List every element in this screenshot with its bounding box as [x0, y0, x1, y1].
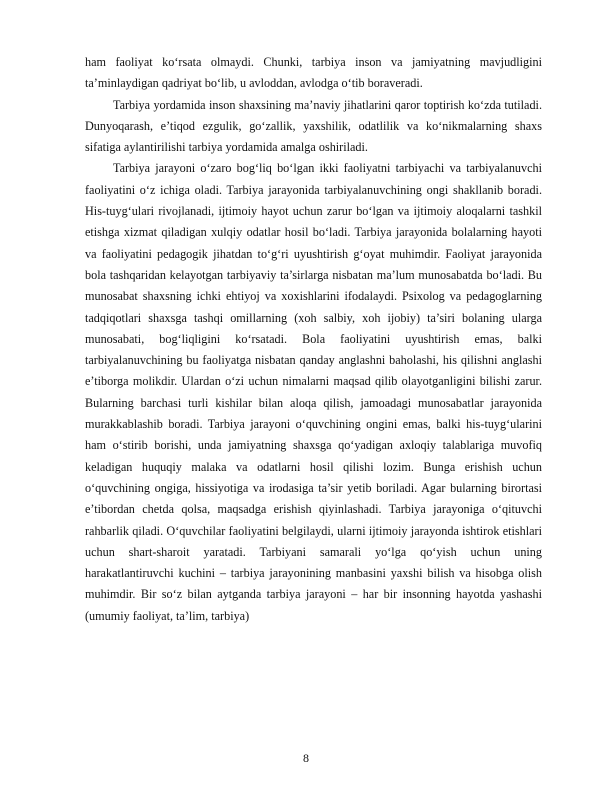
- page-number: 8: [303, 751, 309, 765]
- document-body: [85, 52, 542, 627]
- paragraph-continuation: ham faoliyat ko‘rsata olmaydi. Chunki, tarbiya inson va jamiyatning mavjudligini ta’minlaydigan qadriyat bo‘lib, u avloddan, avlodga o‘tib boraveradi.: [85, 55, 542, 91]
- paragraph-tarbiya-jarayoni: Tarbiya jarayoni o‘zaro bog‘liq bo‘lgan ikki faoliyatni tarbiyachi va tarbiyalanuvchi faoliyatini o‘z ichiga oladi. Tarbiya jarayonida tarbiyalanuvchining ongi shakllanib boradi. His-tuyg‘ulari rivojlanadi, ijtimoiy hayot uchun zarur bo‘lgan va ijtimoiy aloqalarni tashkil etishga xizmat qiladigan xulqiy odatlar hosil bo‘ladi. Tarbiya jarayonida bolalarning hayoti va faoliyatini pedagogik jihatdan to‘g‘ri uyushtirish g‘oyat muhimdir. Faoliyat jarayonida bola tashqaridan kelayotgan tarbiyaviy ta’sirlarga nisbatan ma’lum munosabatda bo‘ladi. Bu munosabat shaxsning ichki ehtiyoj va xoxishlarini ifodalaydi. Psixolog va pedagoglarning tadqiqotlari shaxsga tashqi omillarning (xoh salbiy, xoh ijobiy) ta’siri bolaning ularga munosabati, bog‘liqligini ko‘rsatadi. Bola faoliyatini uyushtirish emas, balki tarbiyalanuvchining bu faoliyatga nisbatan qanday anglashni baholashi, his qilishni anglashi e’tiborga molikdir. Ulardan o‘zi uchun nimalarni maqsad qilib olayotganligini bilishi zarur. Bularning barchasi turli kishilar bilan aloqa qilish, jamoadagi munosabatlar jarayonida murakkablashib boradi. Tarbiya jarayoni o‘quvchining ongini emas, balki his-tuyg‘ularini ham o‘stirib borishi, unda jamiyatning shaxsga qo‘yadigan axloqiy talablariga muvofiq keladigan huquqiy malaka va odatlarni hosil qilishi lozim. Bunga erishish uchun o‘quvchining ongiga, hissiyotiga va irodasiga ta’sir yetib boriladi. Agar bularning birortasi e’tibordan chetda qolsa, maqsadga erishish qiyinlashadi. Tarbiya jarayoniga o‘qituvchi rahbarlik qiladi. O‘quvchilar faoliyatini belgilaydi, ularni ijtimoiy jarayonda ishtirok etishlari uchun shart-sharoit yaratadi. Tarbiyani samarali yo‘lga qo‘yish uchun uning harakatlantiruvchi kuchini – tarbiya jarayonining manbasini yaxshi bilish va hisobga olish muhimdir. Bir so‘z bilan aytganda tarbiya jarayoni – har bir insonning hayotda yashashi (umumiy faoliyat, ta’lim, tarbiya): [85, 161, 542, 623]
- paragraph-tarbiya-yordamida: Tarbiya yordamida inson shaxsining ma’naviy jihatlarini qaror toptirish ko‘zda tutiladi. Dunyoqarash, e’tiqod ezgulik, go‘zallik, yaxshilik, odatlilik va ko‘nikmalarning shaxs sifatiga aylantirilishi tarbiya yordamida amalga oshiriladi.: [85, 97, 542, 155]
